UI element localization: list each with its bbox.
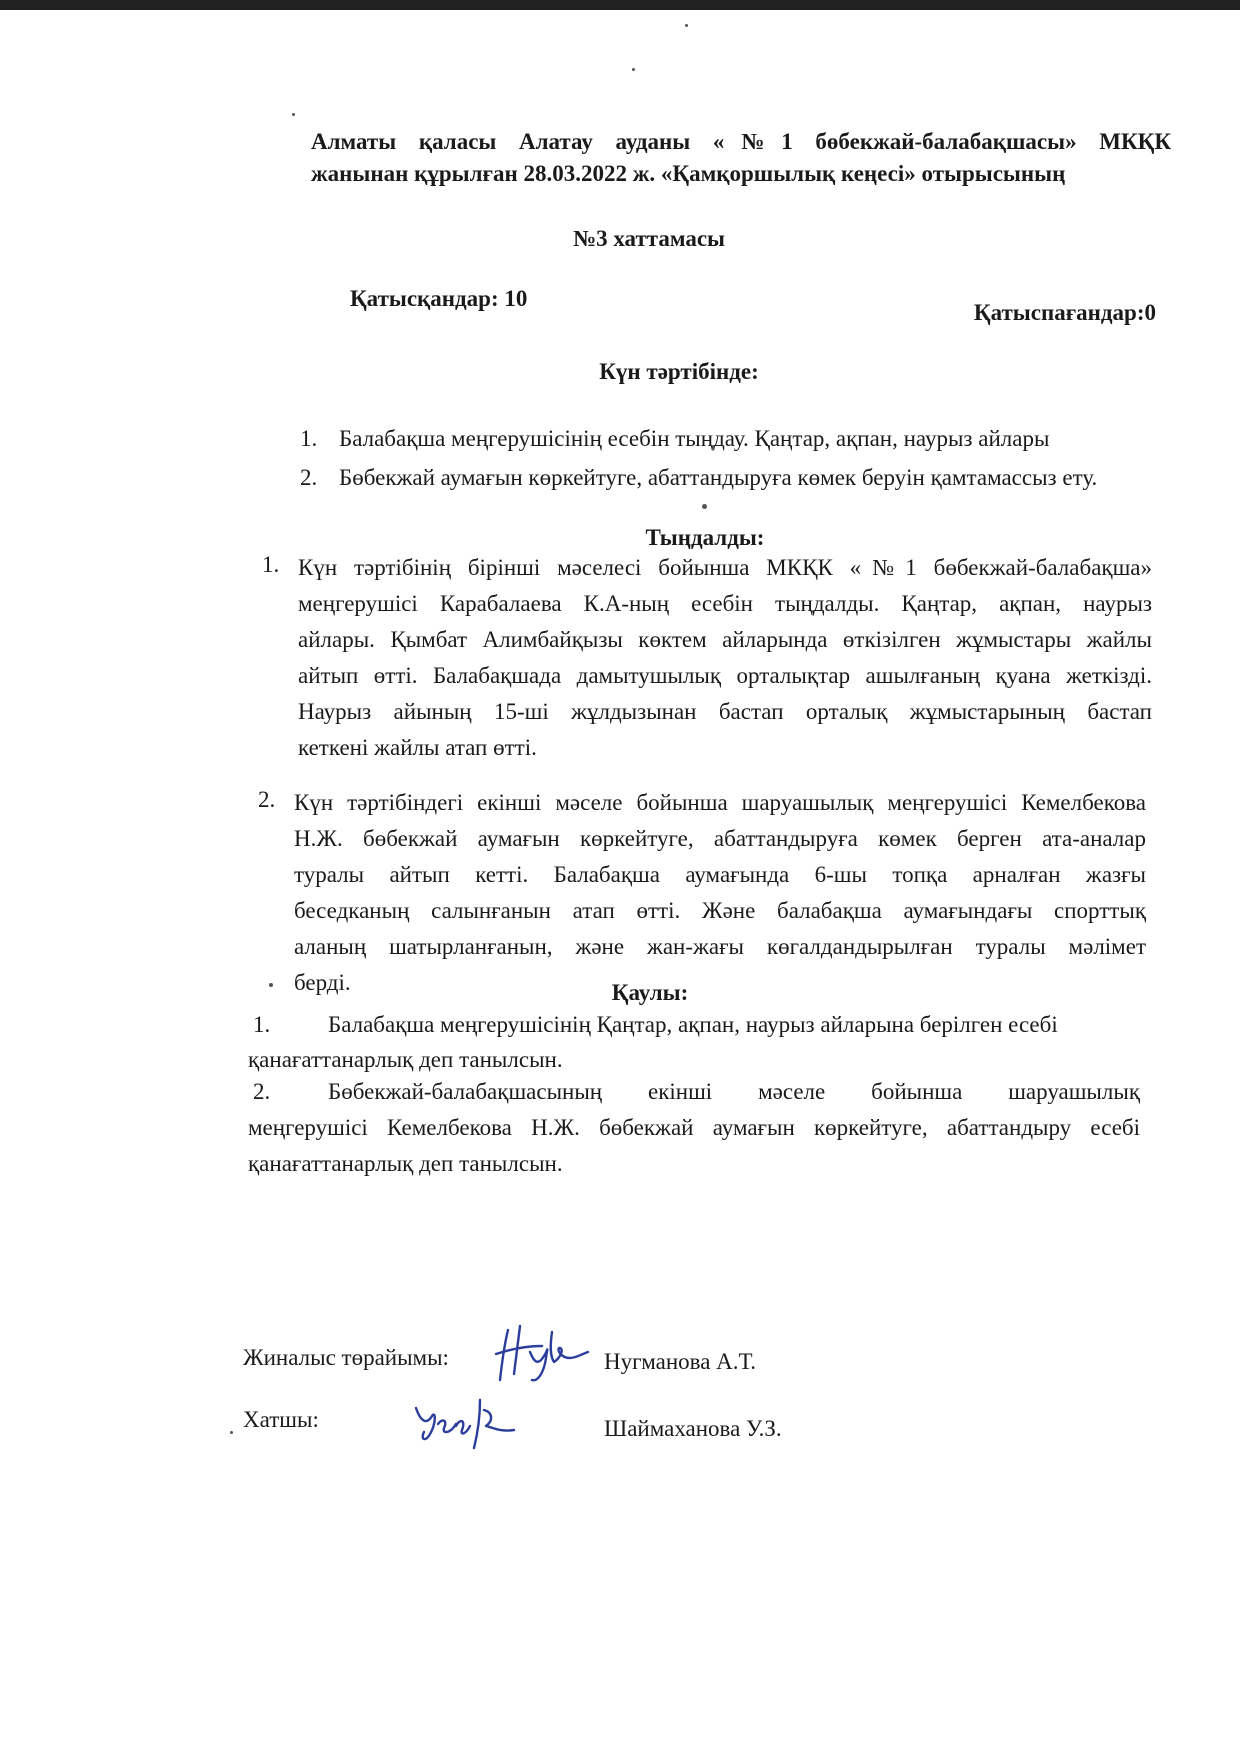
resolution-item-number: 1. [253, 1012, 271, 1037]
heard-item-2 [258, 785, 1146, 1001]
scan-speck [702, 504, 707, 509]
scan-top-edge [0, 0, 1240, 10]
secretary-signature [410, 1390, 516, 1452]
heard-item-line: беседканың салынғанын атап өтті. Және балабақша аумағындағы спорттық [294, 898, 1146, 923]
attendance-absent: Қатыспағандар:0 [973, 300, 1156, 325]
agenda-item [300, 424, 1049, 454]
heard-heading: Тыңдалды: [645, 525, 765, 550]
agenda-item-number: 1. [300, 426, 318, 451]
heard-item-line: Күн тәртібінің бірінші мәселесі бойынша МКҚК «№1 бөбекжай-балабақша» [298, 555, 1152, 580]
resolution-item-1 [248, 1007, 1140, 1077]
resolution-item-line: қанағаттанарлық деп танылсын. [248, 1151, 563, 1176]
resolution-item-2 [248, 1074, 1140, 1182]
chair-label: Жиналыс төрайымы: [243, 1345, 449, 1370]
agenda-item-text: Бөбекжай аумағын көркейтуге, абаттандыруға көмек беруін қамтамассыз ету. [339, 465, 1098, 490]
heard-item-line: аланың шатырланғанын, және жан-жағы көгалдандырылған туралы мәлімет [294, 934, 1146, 959]
scan-speck [632, 68, 635, 71]
agenda-item-text: Балабақша меңгерушісінің есебін тыңдау. Қаңтар, ақпан, наурыз айлары [339, 426, 1050, 451]
scan-speck [230, 1431, 233, 1434]
heard-item-line: туралы айтып кетті. Балабақша аумағында 6-шы топқа арналған жазғы [294, 862, 1146, 887]
heard-item-line: меңгерушісі Карабалаева К.А-ның есебін тыңдалды. Қаңтар, ақпан, наурыз [298, 591, 1152, 616]
heard-item-number: 1. [262, 552, 280, 577]
title-line-2: жанынан құрылған 28.03.2022 ж. «Қамқоршылық кеңесі» отырысының [311, 161, 1066, 186]
scan-speck [292, 113, 295, 116]
heard-item-line: кеткені жайлы атап өтті. [298, 735, 537, 760]
chair-signature [494, 1322, 590, 1384]
resolution-item-line: Балабақша меңгерушісінің Қаңтар, ақпан, наурыз айларына берілген есебі [328, 1012, 1058, 1037]
heard-item-line: Н.Ж. бөбекжай аумағын көркейтуге, абаттандыруға көмек берген ата-аналар [294, 826, 1146, 851]
agenda-item [300, 463, 1097, 493]
resolution-item-line: Бөбекжай-балабақшасының екінші мәселе бойынша шаруашылық [328, 1079, 1140, 1104]
agenda-heading: Күн тәртібінде: [599, 359, 759, 384]
agenda-item-number: 2. [300, 465, 318, 490]
document-title [311, 126, 1171, 190]
scan-speck [685, 24, 688, 27]
heard-item-line: Наурыз айының 15-ші жұлдызынан бастап орталық жұмыстарының бастап [298, 699, 1152, 724]
secretary-label: Хатшы: [243, 1407, 319, 1432]
secretary-name: Шаймаханова У.З. [604, 1416, 782, 1441]
resolution-item-number: 2. [253, 1079, 271, 1104]
heard-item-line: берді. [294, 970, 351, 995]
chair-name: Нугманова А.Т. [604, 1349, 757, 1374]
resolution-item-line: қанағаттанарлық деп танылсын. [248, 1047, 563, 1072]
attendance-present: Қатысқандар: 10 [350, 286, 528, 311]
protocol-number: №3 хаттамасы [572, 226, 725, 251]
heard-item-line: айтып өтті. Балабақшада дамытушылық орталықтар ашылғаның қуана жеткізді. [298, 663, 1152, 688]
heard-item-line: Күн тәртібіндегі екінші мәселе бойынша шаруашылық меңгерушісі Кемелбекова [294, 790, 1146, 815]
heard-item-line: айлары. Қымбат Алимбайқызы көктем айларында өткізілген жұмыстары жайлы [298, 627, 1152, 652]
resolution-item-line: меңгерушісі Кемелбекова Н.Ж. бөбекжай аумағын көркейтуге, абаттандыру есебі [248, 1115, 1140, 1140]
heard-item-1 [262, 550, 1152, 766]
resolution-heading: Қаулы: [611, 980, 689, 1005]
heard-item-number: 2. [258, 787, 276, 812]
title-line-1: Алматы қаласы Алатау ауданы «№1 бөбекжай-балабақшасы» МКҚК [311, 129, 1171, 154]
